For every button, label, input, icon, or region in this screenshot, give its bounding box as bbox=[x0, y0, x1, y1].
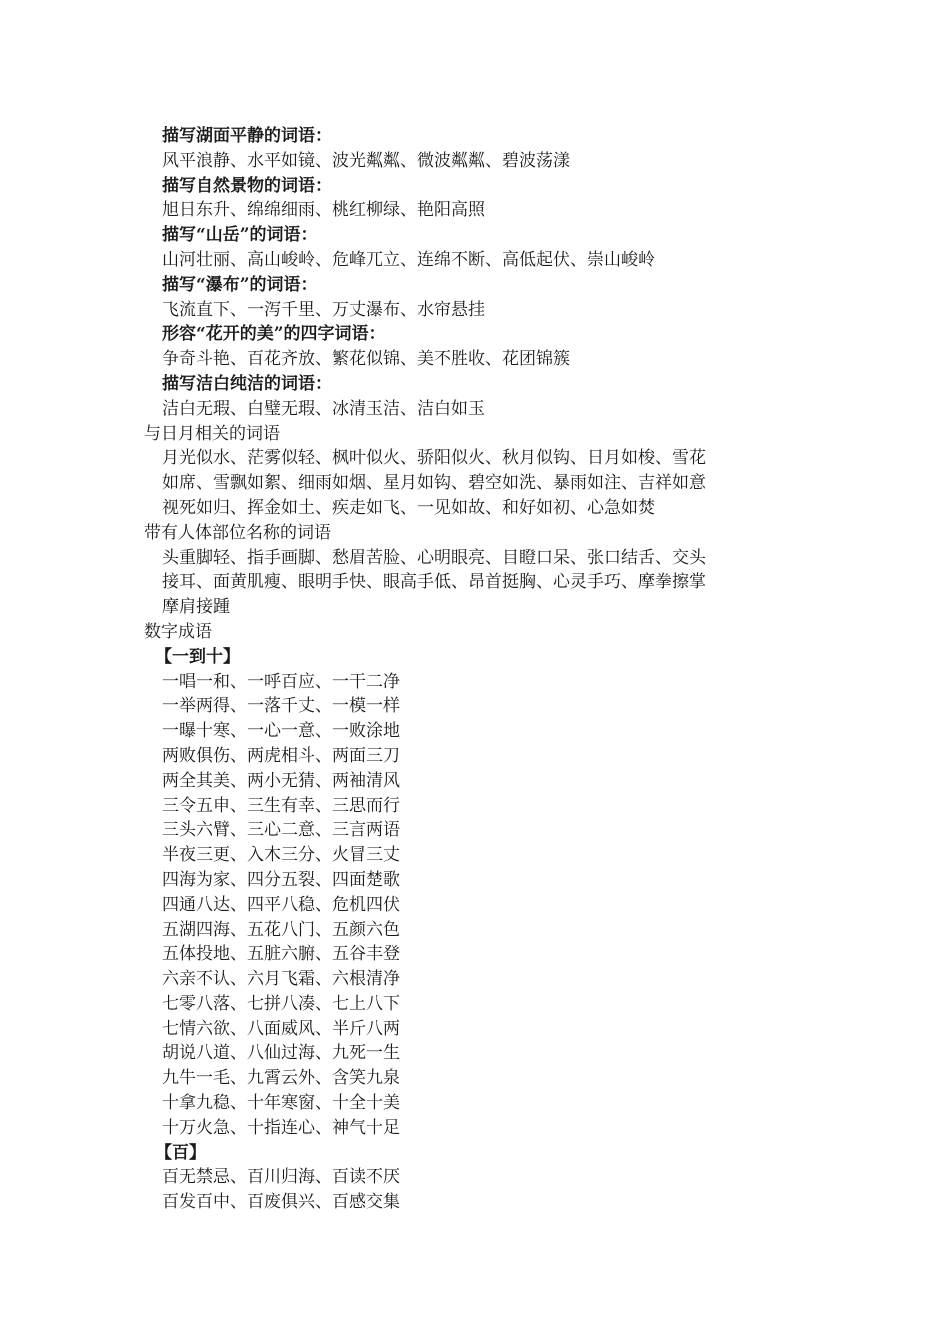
body-parts-line: 摩肩接踵 bbox=[162, 597, 230, 618]
sun-moon-line: 月光似水、茫雾似轻、枫叶似火、骄阳似火、秋月似钩、日月如梭、雪花 bbox=[162, 448, 706, 469]
group-label-one-to-ten: 【一到十】 bbox=[155, 646, 240, 667]
section-heading: 描写洁白纯洁的词语： bbox=[162, 373, 332, 394]
sun-moon-line: 视死如归、挥金如土、疾走如飞、一见如故、和好如初、心急如焚 bbox=[162, 497, 655, 518]
idiom-line: 一唱一和、一呼百应、一干二净 bbox=[162, 671, 400, 692]
idiom-line: 五体投地、五脏六腑、五谷丰登 bbox=[162, 944, 400, 965]
section-heading: 描写“山岳”的词语： bbox=[162, 225, 318, 246]
group-label-hundred: 【百】 bbox=[155, 1142, 206, 1163]
idiom-line: 十万火急、十指连心、神气十足 bbox=[162, 1117, 400, 1138]
section-heading: 描写自然景物的词语： bbox=[162, 175, 332, 196]
idiom-line: 三令五申、三生有幸、三思而行 bbox=[162, 795, 400, 816]
section-body: 飞流直下、一泻千里、万丈瀑布、水帘悬挂 bbox=[162, 299, 485, 320]
idiom-line: 九牛一毛、九霄云外、含笑九泉 bbox=[162, 1068, 400, 1089]
sun-moon-heading: 与日月相关的词语 bbox=[144, 423, 280, 444]
section-heading: 描写“瀑布”的词语： bbox=[162, 274, 318, 295]
idiom-line: 两全其美、两小无猜、两袖清风 bbox=[162, 770, 400, 791]
idiom-line: 两败俱伤、两虎相斗、两面三刀 bbox=[162, 745, 400, 766]
numbers-heading: 数字成语 bbox=[144, 621, 212, 642]
section-heading: 描写湖面平静的词语： bbox=[162, 126, 332, 146]
idiom-line: 三头六臂、三心二意、三言两语 bbox=[162, 820, 400, 841]
section-body: 风平浪静、水平如镜、波光粼粼、微波粼粼、碧波荡漾 bbox=[162, 150, 570, 171]
sun-moon-line: 如席、雪飘如絮、细雨如烟、星月如钩、碧空如洗、暴雨如注、吉祥如意 bbox=[162, 473, 706, 494]
idiom-line: 五湖四海、五花八门、五颜六色 bbox=[162, 919, 400, 940]
idiom-line: 百发百中、百废俱兴、百感交集 bbox=[162, 1192, 400, 1213]
idiom-line: 一曝十寒、一心一意、一败涂地 bbox=[162, 721, 400, 742]
idiom-line: 半夜三更、入木三分、火冒三丈 bbox=[162, 845, 400, 866]
section-body: 山河壮丽、高山峻岭、危峰兀立、连绵不断、高低起伏、崇山峻岭 bbox=[162, 249, 655, 270]
idiom-line: 一举两得、一落千丈、一模一样 bbox=[162, 696, 400, 717]
idiom-line: 七零八落、七拼八凑、七上八下 bbox=[162, 993, 400, 1014]
idiom-line: 七情六欲、八面威风、半斤八两 bbox=[162, 1018, 400, 1039]
section-body: 旭日东升、绵绵细雨、桃红柳绿、艳阳高照 bbox=[162, 200, 485, 221]
section-body: 争奇斗艳、百花齐放、繁花似锦、美不胜收、花团锦簇 bbox=[162, 349, 570, 370]
idiom-line: 四通八达、四平八稳、危机四伏 bbox=[162, 894, 400, 915]
group1-list bbox=[0, 670, 950, 1141]
section-heading: 形容“花开的美”的四字词语： bbox=[162, 324, 386, 345]
body-parts-line: 接耳、面黄肌瘦、眼明手快、眼高手低、昂首挺胸、心灵手巧、摩拳擦掌 bbox=[162, 572, 706, 593]
document-page bbox=[0, 124, 950, 1215]
idiom-line: 四海为家、四分五裂、四面楚歌 bbox=[162, 869, 400, 890]
group2-list bbox=[0, 1165, 950, 1215]
idiom-line: 六亲不认、六月飞霜、六根清净 bbox=[162, 969, 400, 990]
idiom-line: 十拿九稳、十年寒窗、十全十美 bbox=[162, 1093, 400, 1114]
section-body: 洁白无瑕、白璧无瑕、冰清玉洁、洁白如玉 bbox=[162, 398, 485, 419]
idiom-line: 胡说八道、八仙过海、九死一生 bbox=[162, 1043, 400, 1064]
body-parts-line: 头重脚轻、指手画脚、愁眉苦脸、心明眼亮、目瞪口呆、张口结舌、交头 bbox=[162, 547, 706, 568]
idiom-line: 百无禁忌、百川归海、百读不厌 bbox=[162, 1167, 400, 1188]
body-parts-heading: 带有人体部位名称的词语 bbox=[144, 522, 331, 543]
